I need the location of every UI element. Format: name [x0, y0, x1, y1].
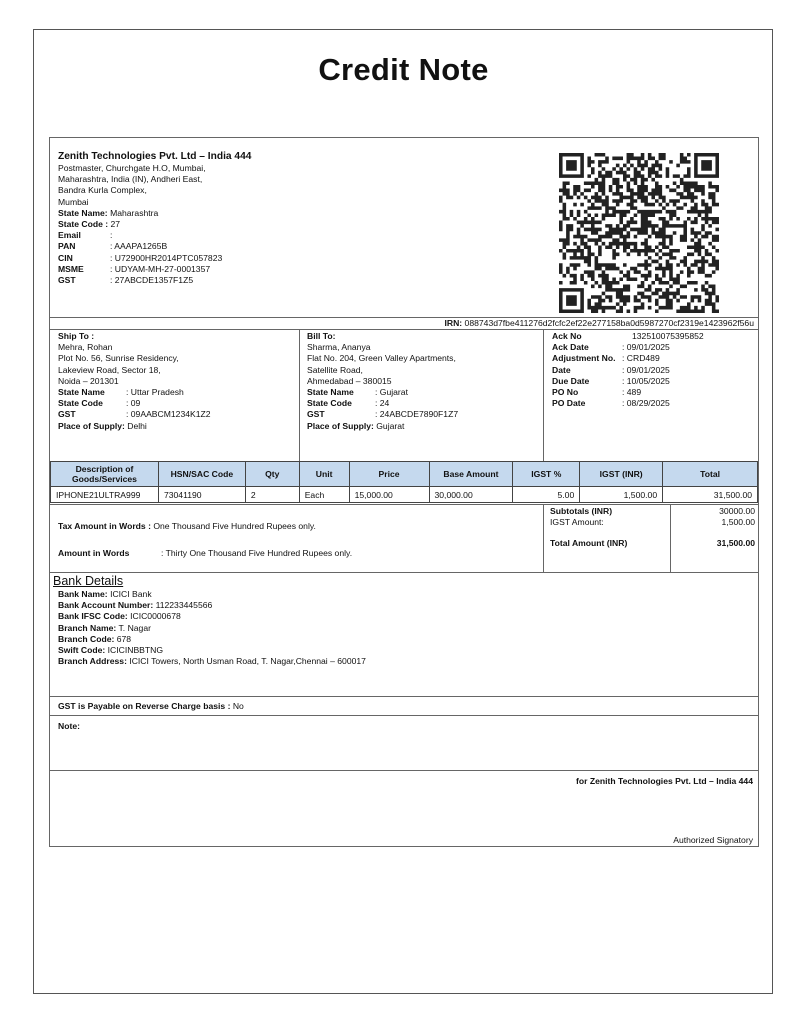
- bill-to-block: Bill To: Sharma, Ananya Flat No. 204, Green Valley Apartments, Satellite Road, Ahmedabad – 380015 State Name : Gujarat State Code : 24 GST : 24ABCDE7890F1Z7 Place of Supply: Gujarat: [307, 331, 459, 431]
- seller-pan: PAN : AAAPA1265B: [58, 241, 168, 252]
- divider: [50, 504, 758, 505]
- igst-value: 1,500.00: [721, 517, 755, 528]
- seller-email: Email :: [58, 230, 113, 241]
- items-table: [50, 461, 758, 503]
- amount-in-words: [58, 521, 528, 575]
- column-header: HSN/SAC Code: [158, 462, 245, 487]
- authorized-signatory: Authorized Signatory: [673, 835, 753, 845]
- divider: [50, 329, 758, 330]
- table-cell: 15,000.00: [349, 487, 429, 503]
- seller-address-line: Maharashtra, India (IN), Andheri East,: [58, 174, 203, 185]
- seller-state-code: State Code : 27: [58, 219, 121, 230]
- for-company-line: for Zenith Technologies Pvt. Ltd – India 444: [576, 776, 753, 786]
- irn-line: IRN: 088743d7fbe411276d2fcfc2ef22e277158ba0d5987270cf2319e1423962f56u: [444, 318, 754, 328]
- seller-address-line: Mumbai: [58, 196, 89, 207]
- seller-msme: MSME : UDYAM-MH-27-0001357: [58, 263, 211, 274]
- tax-amount-in-words: Tax Amount in Words : One Thousand Five Hundred Rupees only.: [58, 521, 316, 531]
- subtotal-value: 30000.00: [719, 506, 755, 516]
- reverse-charge-line: GST is Payable on Reverse Charge basis : No: [58, 701, 244, 711]
- acknowledgement-block: Ack No 132510075395852 Ack Date : 09/01/2025 Adjustment No. : CRD489 Date : 09/01/2025 Due Date : 10/05/2025 PO No : 489 PO Date : 08/29/2025: [552, 331, 704, 409]
- column-header: Unit: [299, 462, 349, 487]
- qr-code: [550, 153, 728, 313]
- seller-address-line: Postmaster, Churchgate H.O, Mumbai,: [58, 163, 206, 173]
- table-row: [51, 487, 758, 503]
- column-header: Description of Goods/Services: [51, 462, 159, 487]
- total-amount-in-words: Amount in Words : Thirty One Thousand Five Hundred Rupees only.: [58, 548, 353, 559]
- qr-modules: [559, 153, 719, 313]
- table-header-row: [51, 462, 758, 487]
- divider: [50, 770, 758, 771]
- table-cell: 2: [245, 487, 299, 503]
- column-header: Total: [663, 462, 758, 487]
- seller-address-line: Bandra Kurla Complex,: [58, 185, 147, 196]
- total-value: 31,500.00: [716, 538, 755, 549]
- ship-to-block: Ship To : Mehra, Rohan Plot No. 56, Sunrise Residency, Lakeview Road, Sector 18, Noida – 201301 State Name : Uttar Pradesh State Code : 09 GST : 09AABCM1234K1Z2 Place of Supply: Delhi: [58, 331, 211, 431]
- bank-details-heading: Bank Details: [53, 574, 124, 588]
- seller-cin: CIN : U72900HR2014PTC057823: [58, 252, 223, 263]
- subtotal-label: Subtotals (INR): [550, 506, 613, 516]
- seller-name: Zenith Technologies Pvt. Ltd – India 444: [58, 151, 252, 162]
- totals-block: [550, 506, 755, 550]
- igst-label: IGST Amount:: [550, 517, 604, 528]
- seller-gst: GST : 27ABCDE1357F1Z5: [58, 275, 194, 286]
- table-cell: Each: [299, 487, 349, 503]
- note-label: Note:: [58, 721, 80, 731]
- table-cell: 5.00: [513, 487, 580, 503]
- divider: [50, 696, 758, 697]
- column-header: Price: [349, 462, 429, 487]
- divider: [543, 329, 544, 461]
- divider: [50, 715, 758, 716]
- table-cell: 31,500.00: [663, 487, 758, 503]
- table-cell: 30,000.00: [429, 487, 513, 503]
- divider: [299, 329, 300, 461]
- credit-note-body: [49, 137, 759, 847]
- column-header: IGST %: [513, 462, 580, 487]
- document-title: Credit Note: [318, 52, 489, 87]
- table-cell: 1,500.00: [580, 487, 663, 503]
- total-label: Total Amount (INR): [550, 538, 628, 549]
- column-header: Base Amount: [429, 462, 513, 487]
- divider: [543, 504, 544, 572]
- column-header: Qty: [245, 462, 299, 487]
- divider: [50, 572, 758, 573]
- bank-details: Bank Name: ICICI Bank Bank Account Number: 112233445566 Bank IFSC Code: ICIC0000678 Branch Name: T. Nagar Branch Code: 678 Swift Code: ICICINBBTNG Branch Address: ICICI Towers, North Usman Road, T. Nagar,Chennai – 600017: [58, 589, 366, 667]
- seller-state-name: State Name: Maharashtra: [58, 207, 159, 218]
- table-cell: 73041190: [158, 487, 245, 503]
- table-cell: IPHONE21ULTRA999: [51, 487, 159, 503]
- seller-block: [58, 150, 358, 286]
- column-header: IGST (INR): [580, 462, 663, 487]
